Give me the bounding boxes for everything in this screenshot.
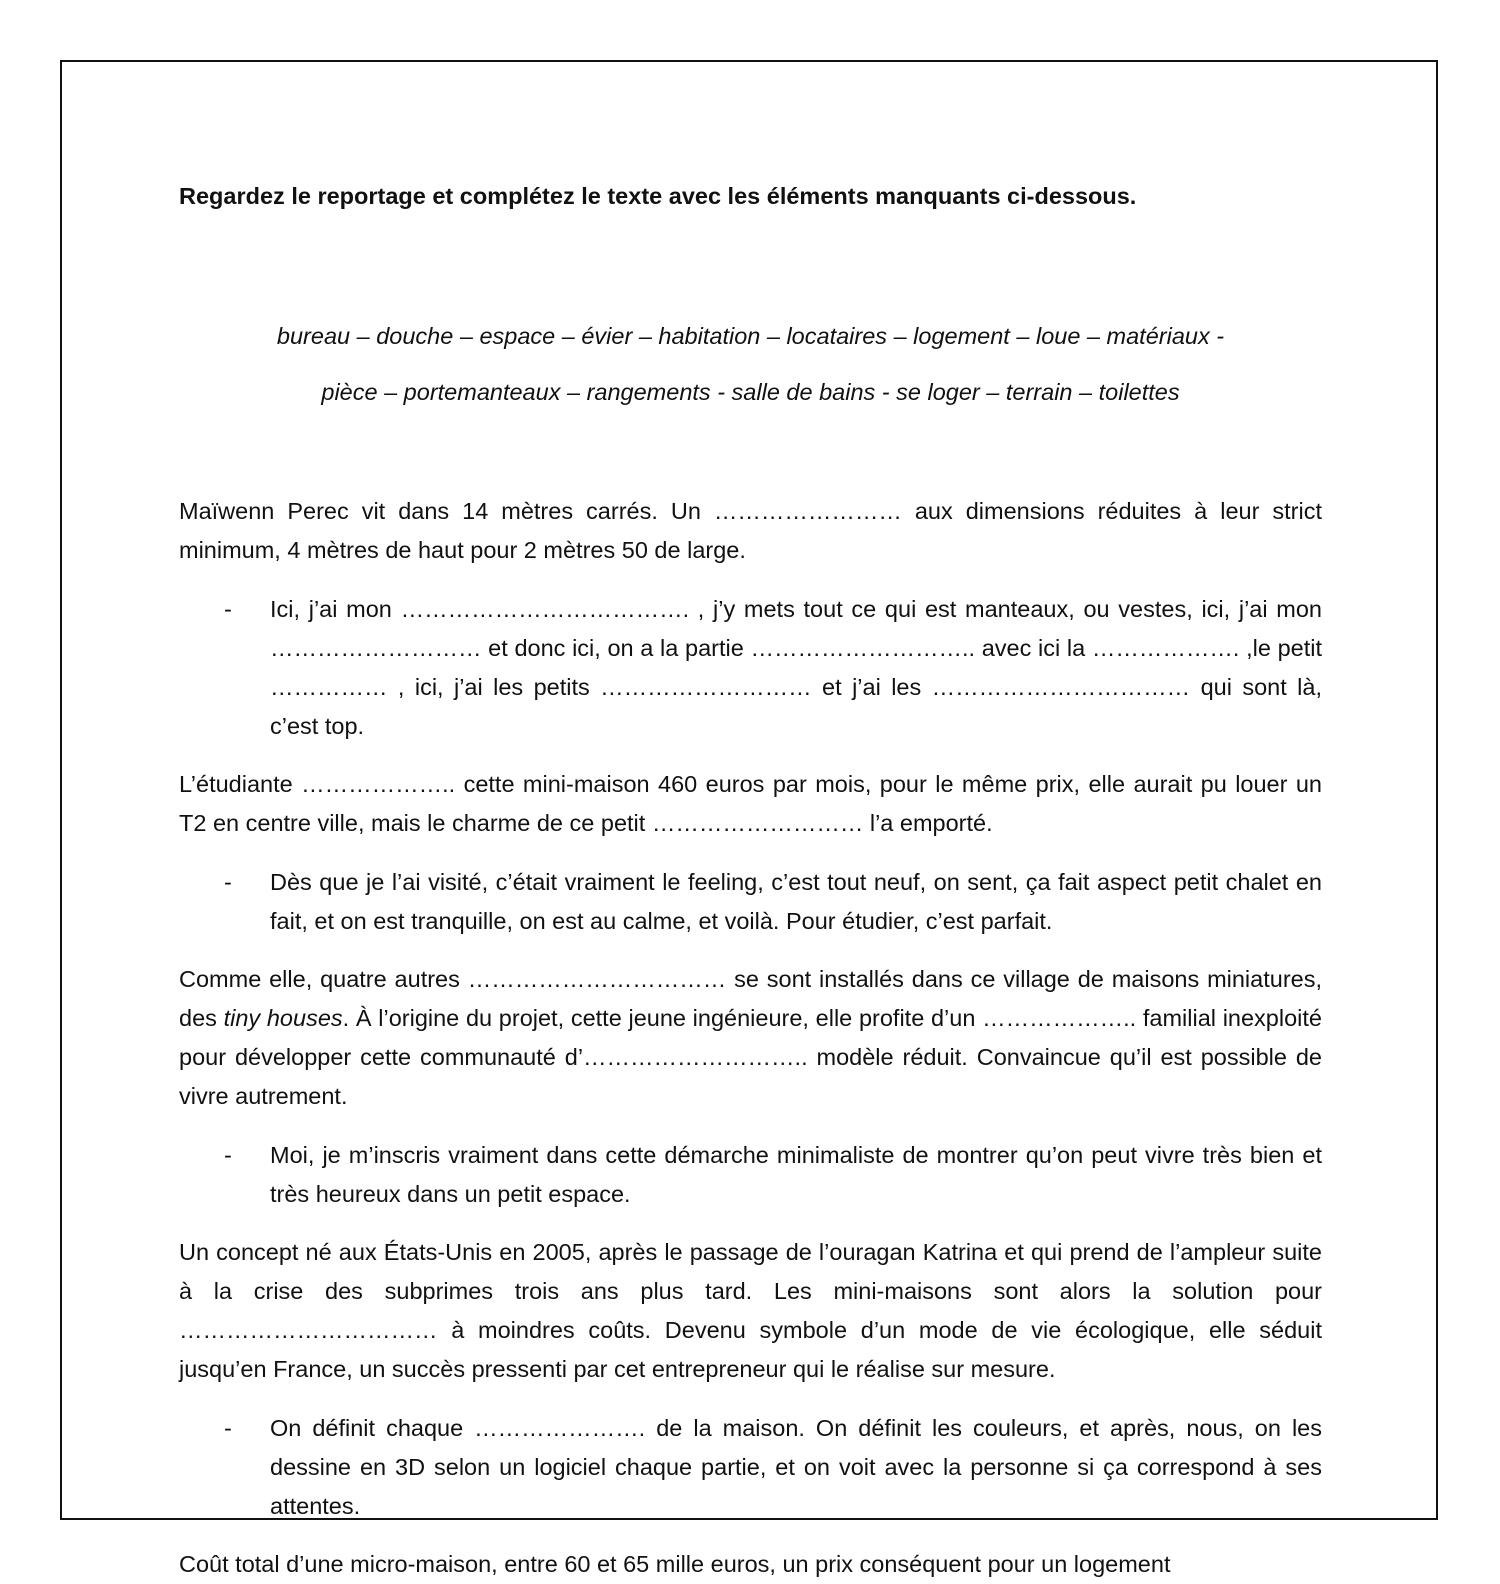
word-bank-line-1: bureau – douche – espace – évier – habitation – locataires – logement – loue – matériaux - xyxy=(276,323,1225,349)
word-bank-line-2: pièce – portemanteaux – rangements - salle de bains - se loger – terrain – toilettes xyxy=(321,379,1180,405)
paragraph-3-part-b: . À l’origine du projet, cette jeune ingénieure, elle profite d’un ……………….. familial inexploité pour développer cette communauté d’……………………….. modèle réduit. Convaincue qu’il est possible de vivre autrement. xyxy=(179,1005,1322,1109)
paragraph-1: Maïwenn Perec vit dans 14 mètres carrés. Un …………………… aux dimensions réduites à leur strict minimum, 4 mètres de haut pour 2 mètres 50 de large. xyxy=(179,498,1322,563)
paragraph-3 xyxy=(179,960,1322,1116)
dash-bullet: - xyxy=(224,1415,232,1441)
dialogue-3-text: Moi, je m’inscris vraiment dans cette démarche minimaliste de montrer qu’on peut vivre très bien et très heureux dans un petit espace. xyxy=(270,1142,1322,1207)
dash-bullet: - xyxy=(224,1142,232,1168)
dialogue-4-text: On définit chaque …………………. de la maison. On définit les couleurs, et après, nous, on les dessine en 3D selon un logiciel chaque partie, et on voit avec la personne si ça correspond à ses attentes. xyxy=(270,1415,1322,1519)
exercise-instruction: Regardez le reportage et complétez le texte avec les éléments manquants ci-dessous. xyxy=(179,183,1137,209)
tiny-houses-term: tiny houses xyxy=(223,1005,343,1031)
dialogue-4 xyxy=(179,1409,1322,1526)
paragraph-5: Coût total d’une micro-maison, entre 60 et 65 mille euros, un prix conséquent pour un logement xyxy=(179,1551,1171,1577)
paragraph-3-part-a: Comme elle, quatre autres …………………………… se sont installés dans ce village de maisons miniatures, des xyxy=(179,966,1322,1031)
dialogue-1-text: Ici, j’ai mon ………………………………. , j’y mets tout ce qui est manteaux, ou vestes, ici, j’ai mon ……………………… et donc ici, on a la partie ……………………….. avec ici la ………………. ,le petit …………… , ici, j’ai les petits ……………………… et j’ai les …………………………… qui sont là, c’est top. xyxy=(270,596,1322,739)
dash-bullet: - xyxy=(224,596,232,622)
word-bank xyxy=(179,308,1322,420)
paragraph-2: L’étudiante ……………….. cette mini-maison 460 euros par mois, pour le même prix, elle aurait pu louer un T2 en centre ville, mais le charme de ce petit ……………………… l’a emporté. xyxy=(179,771,1322,836)
paragraph-4: Un concept né aux États-Unis en 2005, après le passage de l’ouragan Katrina et qui prend de l’ampleur suite à la crise des subprimes trois ans plus tard. Les mini-maisons sont alors la solution pour …………………………… à moindres coûts. Devenu symbole d’un mode de vie écologique, elle séduit jusqu’en France, un succès pressenti par cet entrepreneur qui le réalise sur mesure. xyxy=(179,1239,1322,1382)
dialogue-2-text: Dès que je l’ai visité, c’était vraiment le feeling, c’est tout neuf, on sent, ça fait aspect petit chalet en fait, et on est tranquille, on est au calme, et voilà. Pour étudier, c’est parfait. xyxy=(270,869,1322,934)
dialogue-1 xyxy=(179,590,1322,746)
dash-bullet: - xyxy=(224,869,232,895)
dialogue-2 xyxy=(179,863,1322,941)
dialogue-3 xyxy=(179,1136,1322,1214)
document-content xyxy=(179,176,1322,1584)
